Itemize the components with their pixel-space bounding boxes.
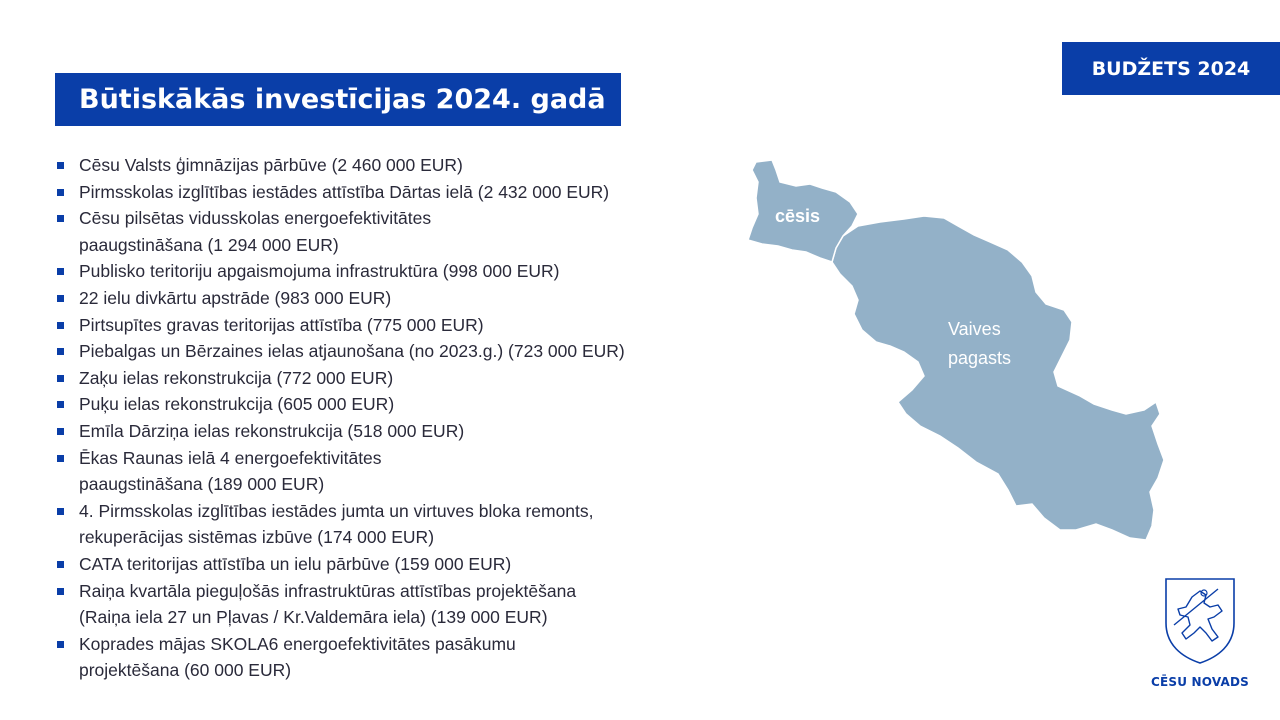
bullet-icon — [57, 268, 64, 275]
investment-text: CATA teritorijas attīstība un ielu pārbūve (159 000 EUR) — [79, 553, 512, 574]
investment-item — [55, 152, 695, 179]
bullet-icon — [57, 508, 64, 515]
investment-text: Piebalgas un Bērzaines ielas atjaunošana (no 2023.g.) (723 000 EUR) — [79, 341, 625, 362]
investment-text: Koprades mājas SKOLA6 energoefektivitātes pasākumu — [79, 633, 516, 654]
cesis-label: cēsis — [775, 206, 821, 226]
investment-text: Cēsu pilsētas vidusskolas energoefektivitātes — [79, 208, 432, 229]
bullet-icon — [57, 455, 64, 462]
investment-item — [55, 285, 695, 312]
investment-item — [55, 578, 695, 631]
bullet-icon — [57, 348, 64, 355]
investment-item — [55, 258, 695, 285]
investment-text: 4. Pirmsskolas izglītības iestādes jumta un virtuves bloka remonts, — [79, 500, 594, 521]
investment-item — [55, 551, 695, 578]
coat-of-arms-icon — [1160, 575, 1240, 665]
investment-item — [55, 631, 695, 684]
investment-text: paaugstināšana (1 294 000 EUR) — [79, 234, 339, 255]
investment-item — [55, 445, 695, 498]
investment-item — [55, 205, 695, 258]
bullet-icon — [57, 588, 64, 595]
investment-text: Cēsu Valsts ģimnāzijas pārbūve (2 460 000 EUR) — [79, 155, 463, 175]
investment-text: Emīla Dārziņa ielas rekonstrukcija (518 000 EUR) — [79, 420, 465, 441]
budget-badge: BUDŽETS 2024 — [1062, 42, 1280, 95]
bullet-icon — [57, 561, 64, 568]
bullet-icon — [57, 375, 64, 382]
investment-item — [55, 312, 695, 339]
investment-text: Puķu ielas rekonstrukcija (605 000 EUR) — [79, 394, 395, 415]
investment-text: Pirtsupītes gravas teritorijas attīstība (775 000 EUR) — [79, 314, 484, 335]
investment-item — [55, 179, 695, 206]
investment-item — [55, 498, 695, 551]
investment-text: projektēšana (60 000 EUR) — [79, 660, 292, 681]
vaives-parish-region — [832, 216, 1164, 540]
bullet-icon — [57, 322, 64, 329]
investment-item — [55, 365, 695, 392]
bullet-icon — [57, 215, 64, 222]
page-title: Būtiskākās investīcijas 2024. gadā — [55, 73, 621, 126]
brand-name: CĒSU NOVADS — [1150, 675, 1250, 689]
investment-text: paaugstināšana (189 000 EUR) — [79, 474, 325, 495]
investment-text: (Raiņa iela 27 un Pļavas / Kr.Valdemāra iela) (139 000 EUR) — [79, 607, 548, 628]
bullet-icon — [57, 401, 64, 408]
investment-item — [55, 338, 695, 365]
investment-text: Pirmsskolas izglītības iestādes attīstība Dārtas ielā (2 432 000 EUR) — [79, 181, 610, 202]
investment-item — [55, 391, 695, 418]
investment-text: Ēkas Raunas ielā 4 energoefektivitātes — [79, 447, 382, 468]
municipality-map — [740, 155, 1180, 555]
investment-text: Zaķu ielas rekonstrukcija (772 000 EUR) — [79, 367, 394, 388]
bullet-icon — [57, 428, 64, 435]
investment-text: Raiņa kvartāla pieguļošās infrastruktūras attīstības projektēšana — [79, 580, 577, 601]
bullet-icon — [57, 641, 64, 648]
investments-list — [55, 152, 695, 684]
vaives-label-line1: Vaives — [948, 319, 1001, 339]
investment-item — [55, 418, 695, 445]
investment-text: 22 ielu divkārtu apstrāde (983 000 EUR) — [79, 287, 392, 308]
investment-text: rekuperācijas sistēmas izbūve (174 000 EUR) — [79, 527, 435, 548]
investment-text: Publisko teritoriju apgaismojuma infrastruktūra (998 000 EUR) — [79, 261, 560, 282]
bullet-icon — [57, 189, 64, 196]
bullet-icon — [57, 295, 64, 302]
vaives-label-line2: pagasts — [948, 348, 1012, 368]
bullet-icon — [57, 162, 64, 169]
